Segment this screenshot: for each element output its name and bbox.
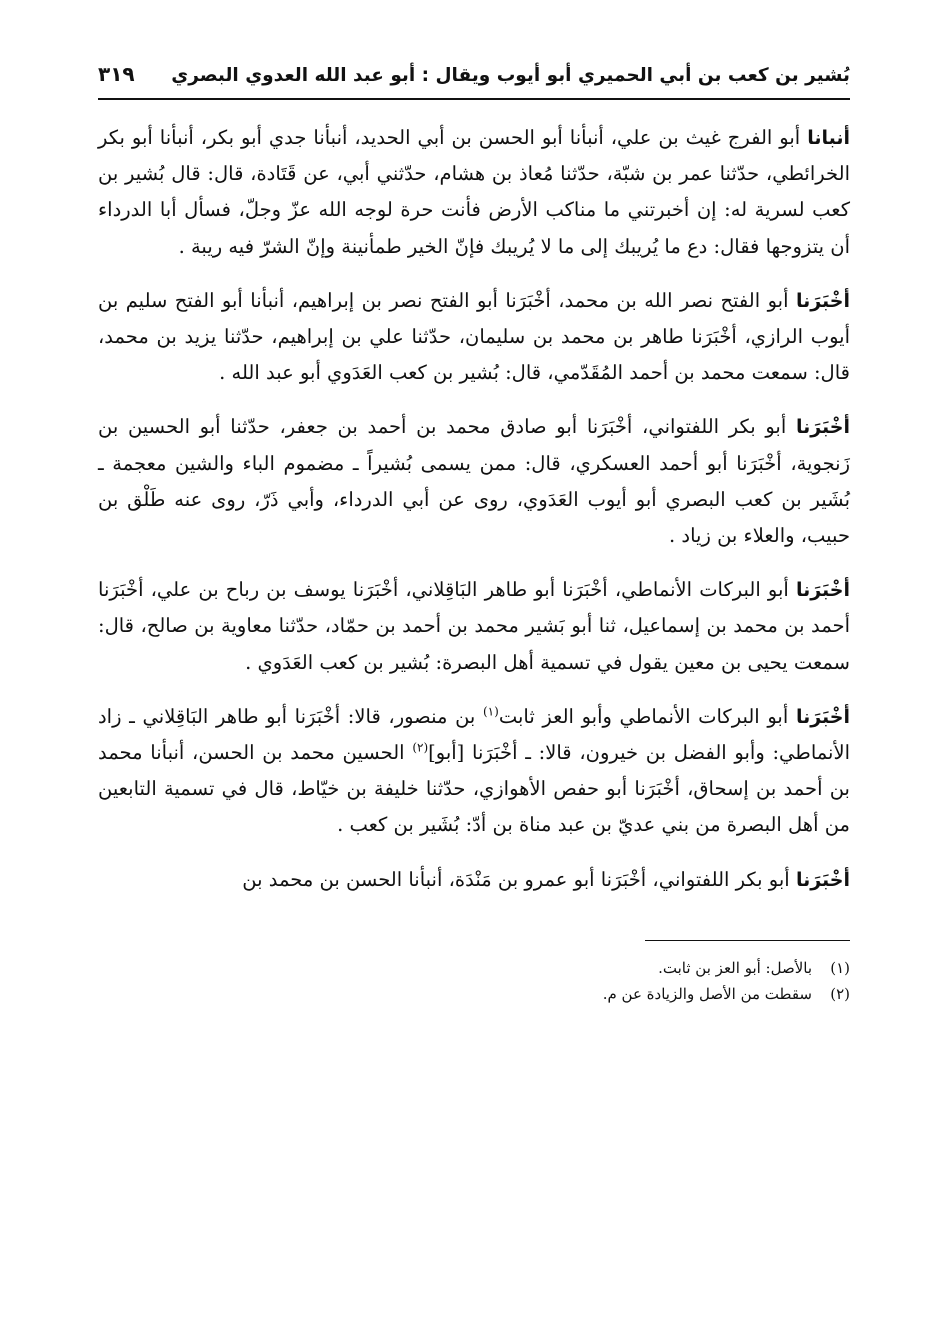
paragraph-lead: أخْبَرَنا: [795, 416, 850, 439]
paragraph-lead: أنبانا: [807, 127, 850, 149]
footnote: [98, 955, 850, 981]
footnote-rule: [645, 940, 850, 941]
footnote-ref[interactable]: (٢): [412, 740, 429, 755]
paragraph: [98, 120, 850, 265]
paragraph-lead: أخْبَرَنا: [795, 289, 850, 312]
paragraph: [98, 862, 850, 898]
running-header: [98, 56, 850, 92]
paragraph-text: أبو بكر اللفتواني، أخْبَرَنا أبو صادق محمد بن أحمد بن جعفر، حدّثنا أبو الحسين بن زَنجوية، أخْبَرَنا أبو أحمد العسكري، قال: ممن يسمى بُشيراً ـ مضموم الباء والشين معجمة ـ بُشَير بن كعب البصري أبو أيوب العَدَوي، روى عن أبي الدرداء، وأبي ذَرّ، روى عنه طَلْق بن حبيب، والعلاء بن زياد .: [98, 415, 850, 548]
footnote-number: (٢): [830, 984, 850, 1003]
paragraph-text: أبو الفرج غيث بن علي، أنبأنا أبو الحسن بن أبي الحديد، أنبأنا جدي أبو بكر، أنبأنا أبو بكر الخرائطي، حدّثنا عمر بن شبّة، حدّثنا مُعاذ بن هشام، حدّثني أبي، عن قَتَادة، قال: قال بُشير بن كعب لسرية له: إن أخبرتني ما مناكب الأرض فأنت حرة لوجه الله عزّ وجلّ، فسأل أبا الدرداء أن يتزوجها فقال: دع ما يُريبك إلى ما لا يُريبك فإنّ الخير طمأنينة وإنّ الشرّ فيه ريبة .: [98, 126, 850, 258]
paragraph: [98, 572, 850, 681]
footnote: [98, 981, 850, 1007]
paragraph: [98, 283, 850, 392]
footnote-ref[interactable]: (١): [482, 704, 499, 719]
footnote-number: (١): [830, 958, 850, 977]
book-page: [98, 56, 850, 1007]
paragraph-text: أبو بكر اللفتواني، أخْبَرَنا أبو عمرو بن مَنْدَة، أنبأنا الحسن بن محمد بن: [242, 867, 796, 891]
paragraph-text: أبو البركات الأنماطي، أخْبَرَنا أبو طاهر البَاقِلاني، أخْبَرَنا يوسف بن رباح بن علي، أخْبَرَنا أحمد بن محمد بن إسماعيل، ثنا أبو بَشير محمد بن أحمد بن حمّاد، حدّثنا معاوية بن صالح، قال: سمعت يحيى بن معين يقول في تسمية أهل البصرة: بُشير بن كعب العَدَوي .: [98, 578, 850, 674]
paragraph-lead: أخْبَرَنا: [795, 705, 850, 728]
paragraph-text: أبو البركات الأنماطي وأبو العز ثابت: [498, 704, 796, 728]
header-rule: [98, 98, 850, 100]
paragraph-lead: أخْبَرَنا: [795, 868, 850, 891]
paragraph: [98, 409, 850, 554]
footnote-text: سقطت من الأصل والزيادة عن م.: [602, 984, 812, 1003]
page-number: ٣١٩: [98, 62, 135, 86]
paragraph-text: أبو الفتح نصر الله بن محمد، أخْبَرَنا أبو الفتح نصر بن إبراهيم، أنبأنا أبو الفتح سليم بن أيوب الرازي، أخْبَرَنا طاهر بن محمد بن سليمان، حدّثنا علي بن إبراهيم، حدّثنا يزيد بن محمد، قال: سمعت محمد بن أحمد المُقَدّمي، قال: بُشير بن كعب العَدَوي أبو عبد الله .: [98, 288, 850, 385]
paragraph-text: الحسين محمد بن الحسن، أنبأنا محمد بن أحمد بن إسحاق، أخْبَرَنا أبو حفص الأهوازي، حدّثنا خليفة بن خيّاط، قال في تسمية التابعين من أهل البصرة من بني عديّ بن عبد مناة بن أدّ: بُشَير بن كعب .: [98, 741, 850, 837]
main-text: [98, 120, 850, 898]
footnotes: [98, 955, 850, 1007]
paragraph-text: بن منصور، قالا: أخْبَرَنا أبو طاهر البَاقِلاني ـ زاد الأنماطي: وأبو الفضل بن خيرون، قالا: ـ أخْبَرَنا [أبو]: [98, 704, 850, 765]
paragraph-lead: أخْبَرَنا: [795, 579, 850, 602]
paragraph: [98, 699, 850, 844]
header-title: بُشير بن كعب بن أبي الحميري أبو أيوب ويقال : أبو عبد الله العدوي البصري: [171, 65, 850, 86]
footnote-text: بالأصل: أبو العز بن ثابت.: [658, 958, 812, 977]
